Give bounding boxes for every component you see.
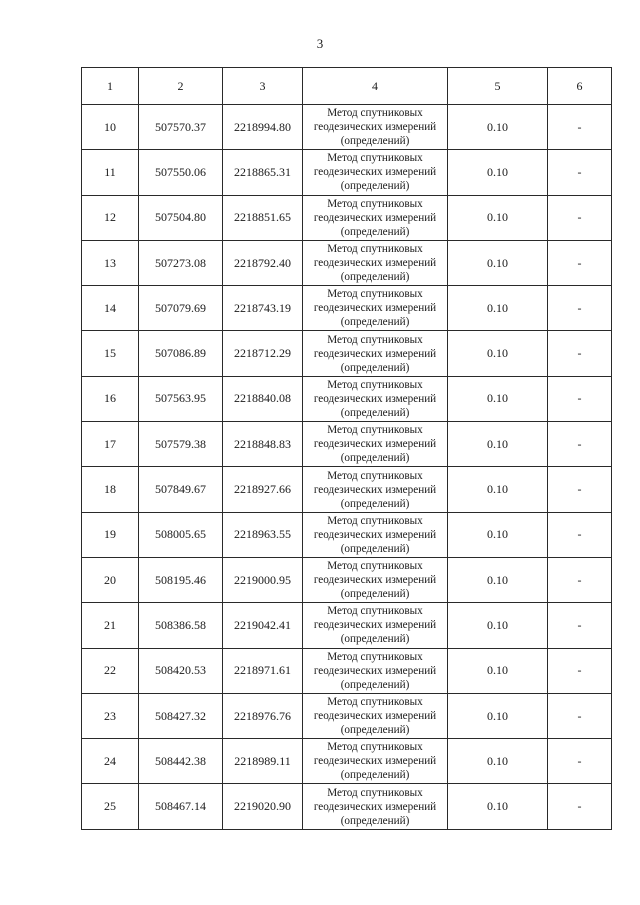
coord-x: 507504.80 [139,195,223,240]
note-cell: - [548,603,612,648]
table-header [82,68,612,105]
accuracy-value: 0.10 [448,557,548,602]
method-line: (определений) [340,497,410,510]
point-number: 11 [82,150,139,195]
method-line: (определений) [340,225,410,238]
coord-x: 508442.38 [139,739,223,784]
point-number: 17 [82,422,139,467]
coord-y: 2218976.76 [223,693,303,738]
note-cell: - [548,739,612,784]
note-cell: - [548,286,612,331]
method-line: Метод спутниковых [327,152,423,165]
table-row [82,105,612,150]
table-row [82,467,612,512]
method-cell [303,422,448,467]
method-cell [303,648,448,693]
note-cell: - [548,467,612,512]
method-line: Метод спутниковых [327,741,423,754]
method-line: Метод спутниковых [327,605,423,618]
note-cell: - [548,512,612,557]
accuracy-value: 0.10 [448,286,548,331]
method-line: (определений) [340,180,410,193]
table-row [82,739,612,784]
point-number: 13 [82,240,139,285]
method-line: геодезических измерений [313,302,437,315]
method-line: геодезических измерений [313,483,437,496]
coord-x: 507849.67 [139,467,223,512]
method-line: (определений) [340,769,410,782]
coord-x: 507563.95 [139,376,223,421]
method-line: Метод спутниковых [327,786,423,799]
method-cell [303,557,448,602]
table-row [82,286,612,331]
header-cell-3: 3 [223,68,303,105]
note-cell: - [548,195,612,240]
accuracy-value: 0.10 [448,376,548,421]
table-row [82,693,612,738]
coord-y: 2218994.80 [223,105,303,150]
point-number: 15 [82,331,139,376]
coord-x: 508467.14 [139,784,223,829]
accuracy-value: 0.10 [448,195,548,240]
coord-x: 508427.32 [139,693,223,738]
header-cell-6: 6 [548,68,612,105]
header-cell-2: 2 [139,68,223,105]
method-cell [303,240,448,285]
coord-x: 507079.69 [139,286,223,331]
method-line: геодезических измерений [313,800,437,813]
point-number: 24 [82,739,139,784]
header-cell-4: 4 [303,68,448,105]
point-number: 21 [82,603,139,648]
note-cell: - [548,376,612,421]
coord-y: 2218792.40 [223,240,303,285]
table-row [82,603,612,648]
method-line: (определений) [340,542,410,555]
table-row [82,422,612,467]
coord-x: 507086.89 [139,331,223,376]
method-line: геодезических измерений [313,710,437,722]
coord-x: 508005.65 [139,512,223,557]
point-number: 18 [82,467,139,512]
coord-y: 2218971.61 [223,648,303,693]
method-line: (определений) [340,271,410,284]
method-line: (определений) [340,135,410,148]
method-line: (определений) [340,406,410,419]
note-cell: - [548,105,612,150]
method-line: геодезических измерений [313,257,437,270]
coord-y: 2218865.31 [223,150,303,195]
method-line: Метод спутниковых [327,560,423,573]
method-cell [303,331,448,376]
method-line: геодезических измерений [313,347,437,360]
method-line: (определений) [340,724,410,736]
note-cell: - [548,648,612,693]
method-cell [303,195,448,240]
table-row [82,240,612,285]
coord-y: 2218989.11 [223,739,303,784]
accuracy-value: 0.10 [448,693,548,738]
table-row [82,331,612,376]
method-line: геодезических измерений [313,755,437,768]
method-cell [303,467,448,512]
header-row [82,68,612,105]
method-line: Метод спутниковых [327,107,423,120]
note-cell: - [548,422,612,467]
header-cell-5: 5 [448,68,548,105]
coord-y: 2218851.65 [223,195,303,240]
note-cell: - [548,150,612,195]
accuracy-value: 0.10 [448,512,548,557]
method-line: (определений) [340,452,410,465]
header-cell-1: 1 [82,68,139,105]
method-cell [303,739,448,784]
method-line: геодезических измерений [313,166,437,179]
coord-x: 507579.38 [139,422,223,467]
accuracy-value: 0.10 [448,648,548,693]
method-line: геодезических измерений [313,121,437,134]
coord-x: 508195.46 [139,557,223,602]
coord-y: 2218927.66 [223,467,303,512]
method-cell [303,784,448,829]
coord-y: 2218712.29 [223,331,303,376]
accuracy-value: 0.10 [448,603,548,648]
point-number: 10 [82,105,139,150]
method-line: Метод спутниковых [327,514,423,527]
table-row [82,557,612,602]
coord-x: 508420.53 [139,648,223,693]
coord-x: 507273.08 [139,240,223,285]
note-cell: - [548,557,612,602]
accuracy-value: 0.10 [448,784,548,829]
method-line: (определений) [340,814,410,827]
method-cell [303,376,448,421]
method-line: Метод спутниковых [327,243,423,256]
accuracy-value: 0.10 [448,105,548,150]
method-cell [303,603,448,648]
method-cell [303,512,448,557]
note-cell: - [548,240,612,285]
coord-x: 507550.06 [139,150,223,195]
method-line: (определений) [340,588,410,601]
note-cell: - [548,693,612,738]
method-line: Метод спутниковых [327,696,423,708]
method-line: Метод спутниковых [327,650,423,663]
point-number: 16 [82,376,139,421]
method-line: (определений) [340,316,410,329]
accuracy-value: 0.10 [448,150,548,195]
method-line: Метод спутниковых [327,424,423,437]
table-row [82,195,612,240]
method-line: (определений) [340,361,410,374]
table-row [82,512,612,557]
accuracy-value: 0.10 [448,240,548,285]
coord-x: 507570.37 [139,105,223,150]
coord-y: 2219000.95 [223,557,303,602]
method-line: Метод спутниковых [327,378,423,391]
method-line: Метод спутниковых [327,197,423,210]
table-row [82,784,612,829]
method-cell [303,150,448,195]
point-number: 25 [82,784,139,829]
coord-y: 2219042.41 [223,603,303,648]
accuracy-value: 0.10 [448,331,548,376]
point-number: 19 [82,512,139,557]
method-line: (определений) [340,678,410,691]
coord-y: 2218848.83 [223,422,303,467]
coord-y: 2218840.08 [223,376,303,421]
point-number: 22 [82,648,139,693]
page-number: 3 [316,36,324,51]
table-row [82,648,612,693]
method-line: геодезических измерений [313,392,437,405]
accuracy-value: 0.10 [448,422,548,467]
method-line: Метод спутниковых [327,333,423,346]
table-row [82,376,612,421]
coord-x: 508386.58 [139,603,223,648]
accuracy-value: 0.10 [448,467,548,512]
method-line: Метод спутниковых [327,469,423,482]
note-cell: - [548,331,612,376]
method-cell [303,693,448,738]
table-row [82,150,612,195]
point-number: 20 [82,557,139,602]
coordinates-table [81,67,612,830]
method-line: геодезических измерений [313,528,437,541]
point-number: 23 [82,693,139,738]
method-line: (определений) [340,633,410,646]
point-number: 14 [82,286,139,331]
method-line: геодезических измерений [313,211,437,224]
method-line: геодезических измерений [313,619,437,632]
method-line: геодезических измерений [313,574,437,587]
accuracy-value: 0.10 [448,739,548,784]
method-cell [303,286,448,331]
coord-y: 2219020.90 [223,784,303,829]
coord-y: 2218963.55 [223,512,303,557]
method-line: геодезических измерений [313,664,437,677]
method-cell [303,105,448,150]
method-line: Метод спутниковых [327,288,423,301]
coord-y: 2218743.19 [223,286,303,331]
table-body [82,105,612,830]
method-line: геодезических измерений [313,438,437,451]
point-number: 12 [82,195,139,240]
note-cell: - [548,784,612,829]
